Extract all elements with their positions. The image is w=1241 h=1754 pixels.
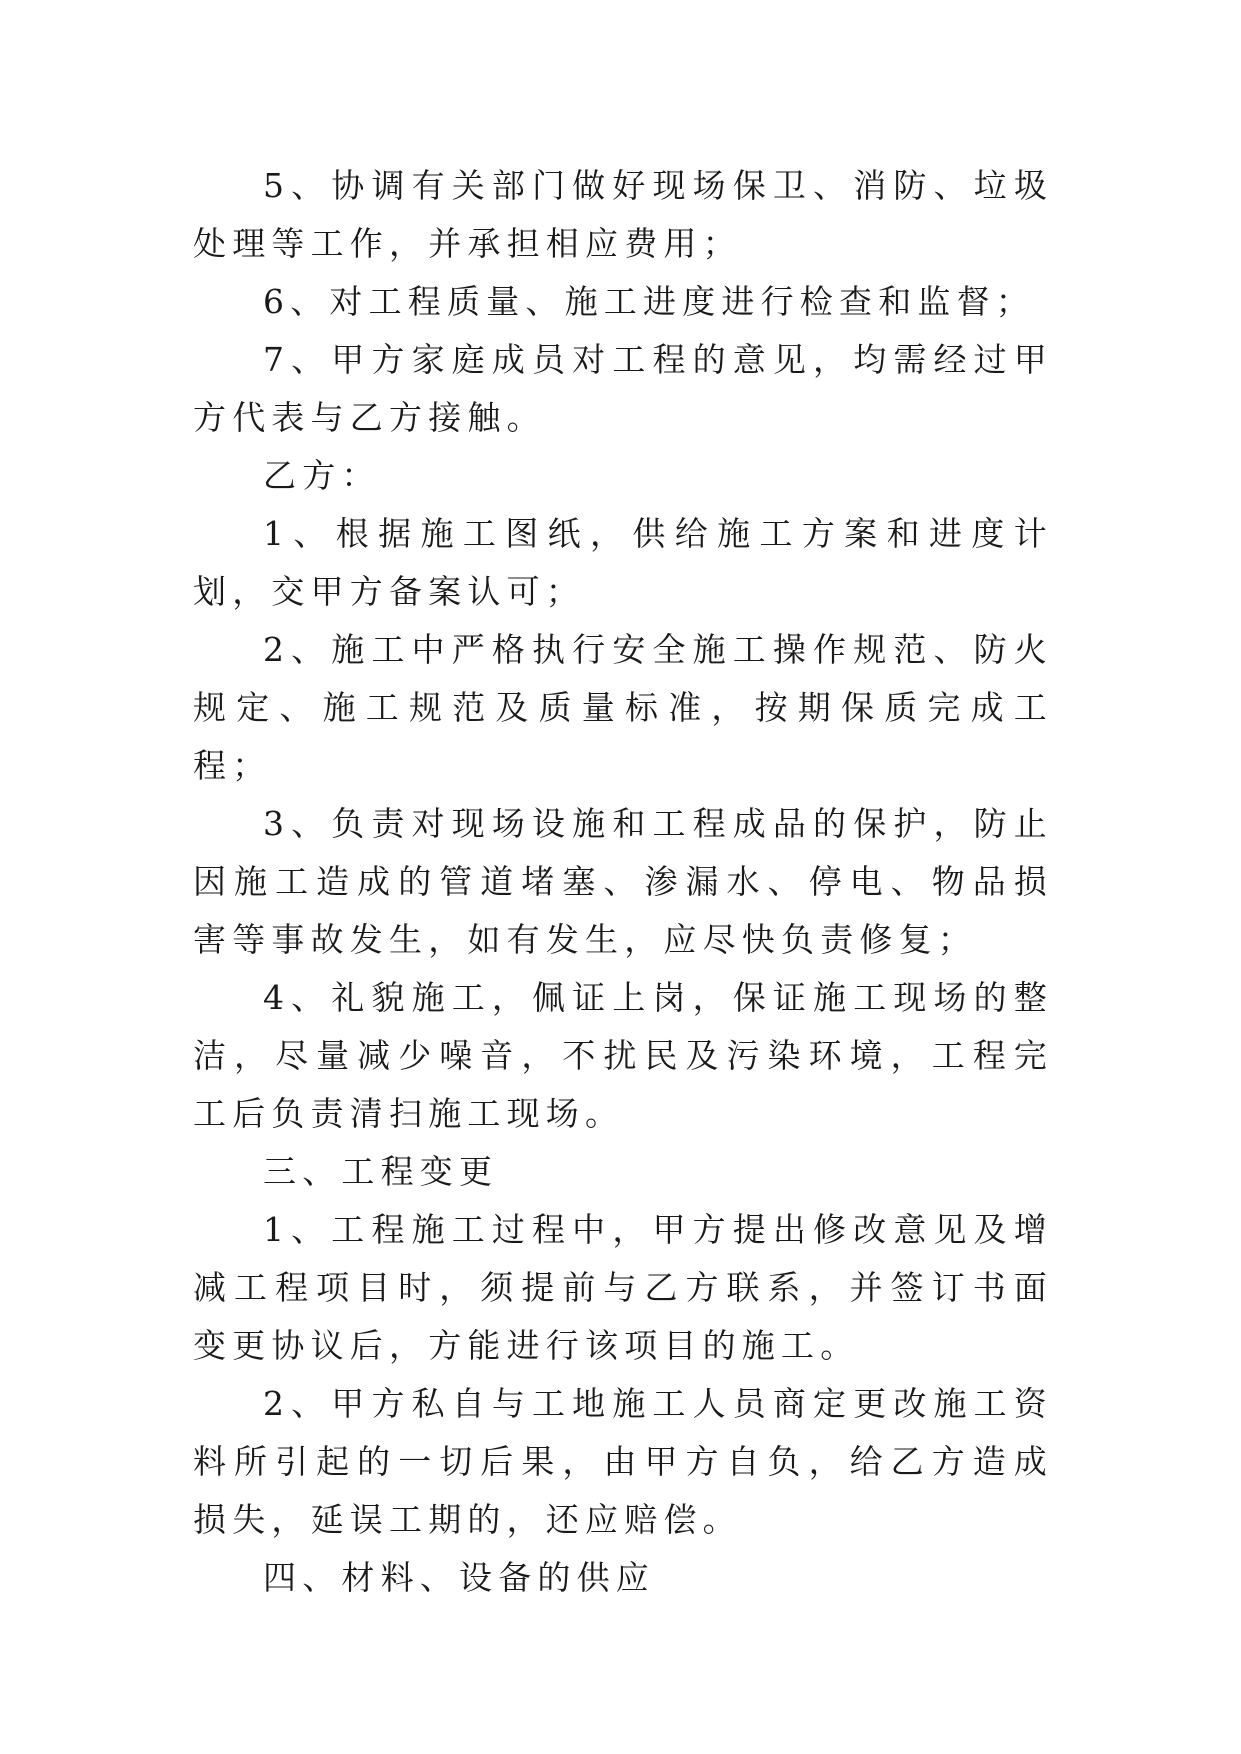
paragraph-party-a-item-6: 6、对工程质量、施工进度进行检查和监督； [263, 282, 1035, 321]
paragraph-party-a-item-7: 7、甲方家庭成员对工程的意见，均需经过甲方代表与乙方接触。 [193, 340, 1053, 437]
section-heading-engineering-changes: 三、工程变更 [263, 1152, 499, 1191]
paragraph-party-b-item-1: 1、根据施工图纸，供给施工方案和进度计划，交甲方备案认可； [193, 514, 1053, 611]
section-heading-materials-supply: 四、材料、设备的供应 [263, 1558, 655, 1597]
document-page [193, 157, 1053, 1607]
paragraph-changes-item-2: 2、甲方私自与工地施工人员商定更改施工资料所引起的一切后果，由甲方自负，给乙方造成损失，延误工期的，还应赔偿。 [193, 1384, 1053, 1539]
paragraph-party-a-item-5: 5、协调有关部门做好现场保卫、消防、垃圾处理等工作，并承担相应费用； [193, 166, 1053, 263]
paragraph-party-b-item-3: 3、负责对现场设施和工程成品的保护，防止因施工造成的管道堵塞、渗漏水、停电、物品损害等事故发生，如有发生，应尽快负责修复； [193, 804, 1053, 959]
paragraph-party-b-item-2: 2、施工中严格执行安全施工操作规范、防火规定、施工规范及质量标准，按期保质完成工程； [193, 630, 1053, 785]
section-heading-party-b: 乙方： [263, 456, 381, 495]
paragraph-party-b-item-4: 4、礼貌施工，佩证上岗，保证施工现场的整洁，尽量减少噪音，不扰民及污染环境，工程完工后负责清扫施工现场。 [193, 978, 1053, 1133]
paragraph-changes-item-1: 1、工程施工过程中，甲方提出修改意见及增减工程项目时，须提前与乙方联系，并签订书面变更协议后，方能进行该项目的施工。 [193, 1210, 1053, 1365]
